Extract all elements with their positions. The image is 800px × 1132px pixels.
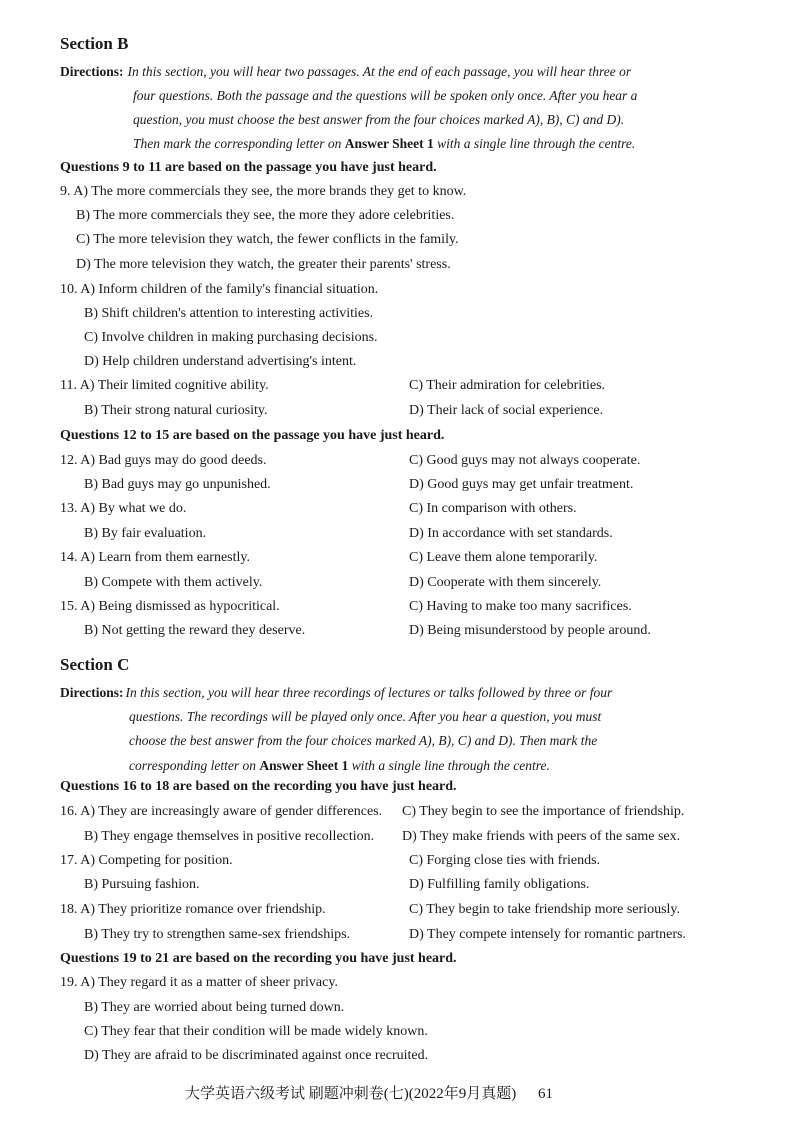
q15-option-a: 15. A) Being dismissed as hypocritical.	[60, 599, 280, 614]
q18-option-b: B) They try to strengthen same-sex friendships.	[84, 927, 351, 942]
q12-option-d: D) Good guys may get unfair treatment.	[409, 477, 634, 492]
q15-option-c: C) Having to make too many sacrifices.	[409, 599, 632, 614]
section-c-directions-line-4	[129, 754, 740, 778]
section-c-directions-line-3: choose the best answer from the four choices marked A), B), C) and D). Then mark the	[129, 733, 598, 748]
q14-option-b: B) Compete with them actively.	[84, 575, 263, 590]
question-group-header: Questions 16 to 18 are based on the recording you have just heard.	[60, 779, 457, 794]
q16-option-d: D) They make friends with peers of the same sex.	[402, 829, 681, 844]
q16-option-a: 16. A) They are increasingly aware of gender differences.	[60, 804, 383, 819]
q13-option-b: B) By fair evaluation.	[84, 526, 207, 541]
directions-line-1: In this section, you will hear two passages. At the end of each passage, you will hear three or	[127, 64, 632, 79]
q10-option-a: 10. A) Inform children of the family's financial situation.	[60, 282, 379, 297]
q17-option-b: B) Pursuing fashion.	[84, 877, 200, 892]
question-group-header: Questions 12 to 15 are based on the passage you have just heard.	[60, 428, 445, 443]
q9-option-c: C) The more television they watch, the fewer conflicts in the family.	[76, 232, 459, 247]
answer-sheet-ref: Answer Sheet 1	[344, 136, 434, 151]
q19-option-a: 19. A) They regard it as a matter of sheer privacy.	[60, 975, 338, 990]
section-c-title: Section C	[60, 655, 130, 674]
q18-option-c: C) They begin to take friendship more seriously.	[409, 902, 680, 917]
q12-option-b: B) Bad guys may go unpunished.	[84, 477, 271, 492]
q13-option-c: C) In comparison with others.	[409, 501, 577, 516]
question-group-header: Questions 9 to 11 are based on the passage you have just heard.	[60, 160, 437, 175]
q11-option-a: 11. A) Their limited cognitive ability.	[60, 378, 269, 393]
q13-option-a: 13. A) By what we do.	[60, 501, 187, 516]
q16-option-c: C) They begin to see the importance of friendship.	[402, 804, 685, 819]
section-b-directions	[60, 60, 740, 84]
section-c-directions-line-2: questions. The recordings will be played only once. After you hear a question, you must	[129, 709, 602, 724]
q14-option-c: C) Leave them alone temporarily.	[409, 550, 598, 565]
q9-option-a: 9. A) The more commercials they see, the more brands they get to know.	[60, 184, 467, 199]
question-group-header: Questions 19 to 21 are based on the recording you have just heard.	[60, 951, 457, 966]
section-c-directions	[60, 681, 740, 705]
directions-text: with a single line through the centre.	[348, 758, 550, 773]
q11-option-c: C) Their admiration for celebrities.	[409, 378, 606, 393]
q17-option-d: D) Fulfilling family obligations.	[409, 877, 590, 892]
q13-option-d: D) In accordance with set standards.	[409, 526, 613, 541]
q19-option-b: B) They are worried about being turned down.	[84, 1000, 345, 1015]
section-b-title: Section B	[60, 34, 129, 53]
directions-line-1: In this section, you will hear three recordings of lectures or talks followed by three or four	[125, 685, 613, 700]
q12-option-c: C) Good guys may not always cooperate.	[409, 453, 641, 468]
page-number: 61	[537, 1086, 553, 1102]
directions-label: Directions:	[60, 64, 124, 79]
q9-option-b: B) The more commercials they see, the more they adore celebrities.	[76, 208, 455, 223]
q14-option-d: D) Cooperate with them sincerely.	[409, 575, 602, 590]
section-b-directions-line-3: question, you must choose the best answer from the four choices marked A), B), C) and D).	[133, 112, 625, 127]
q15-option-d: D) Being misunderstood by people around.	[409, 623, 651, 638]
q17-option-a: 17. A) Competing for position.	[60, 853, 233, 868]
q9-option-d: D) The more television they watch, the greater their parents' stress.	[76, 257, 451, 272]
q15-option-b: B) Not getting the reward they deserve.	[84, 623, 306, 638]
footer-title: 大学英语六级考试 刷题冲刺卷(七)(2022年9月真题)	[185, 1086, 517, 1102]
q19-option-d: D) They are afraid to be discriminated against once recruited.	[84, 1048, 429, 1063]
answer-sheet-ref: Answer Sheet 1	[259, 758, 349, 773]
section-b-directions-line-4	[133, 132, 740, 156]
directions-text: with a single line through the centre.	[433, 136, 636, 151]
q11-option-b: B) Their strong natural curiosity.	[84, 403, 268, 418]
q16-option-b: B) They engage themselves in positive recollection.	[84, 829, 375, 844]
page-footer	[185, 1082, 553, 1103]
q18-option-d: D) They compete intensely for romantic partners.	[409, 927, 686, 942]
directions-label: Directions:	[60, 685, 124, 700]
q18-option-a: 18. A) They prioritize romance over friendship.	[60, 902, 326, 917]
q10-option-b: B) Shift children's attention to interesting activities.	[84, 306, 374, 321]
q10-option-c: C) Involve children in making purchasing decisions.	[84, 330, 378, 345]
q12-option-a: 12. A) Bad guys may do good deeds.	[60, 453, 267, 468]
q10-option-d: D) Help children understand advertising's intent.	[84, 354, 357, 369]
q19-option-c: C) They fear that their condition will be made widely known.	[84, 1024, 428, 1039]
q11-option-d: D) Their lack of social experience.	[409, 403, 604, 418]
directions-text: corresponding letter on	[129, 758, 260, 773]
directions-text: Then mark the corresponding letter on	[133, 136, 345, 151]
q17-option-c: C) Forging close ties with friends.	[409, 853, 601, 868]
q14-option-a: 14. A) Learn from them earnestly.	[60, 550, 250, 565]
section-b-directions-line-2: four questions. Both the passage and the questions will be spoken only once. After you hear a	[133, 88, 638, 103]
